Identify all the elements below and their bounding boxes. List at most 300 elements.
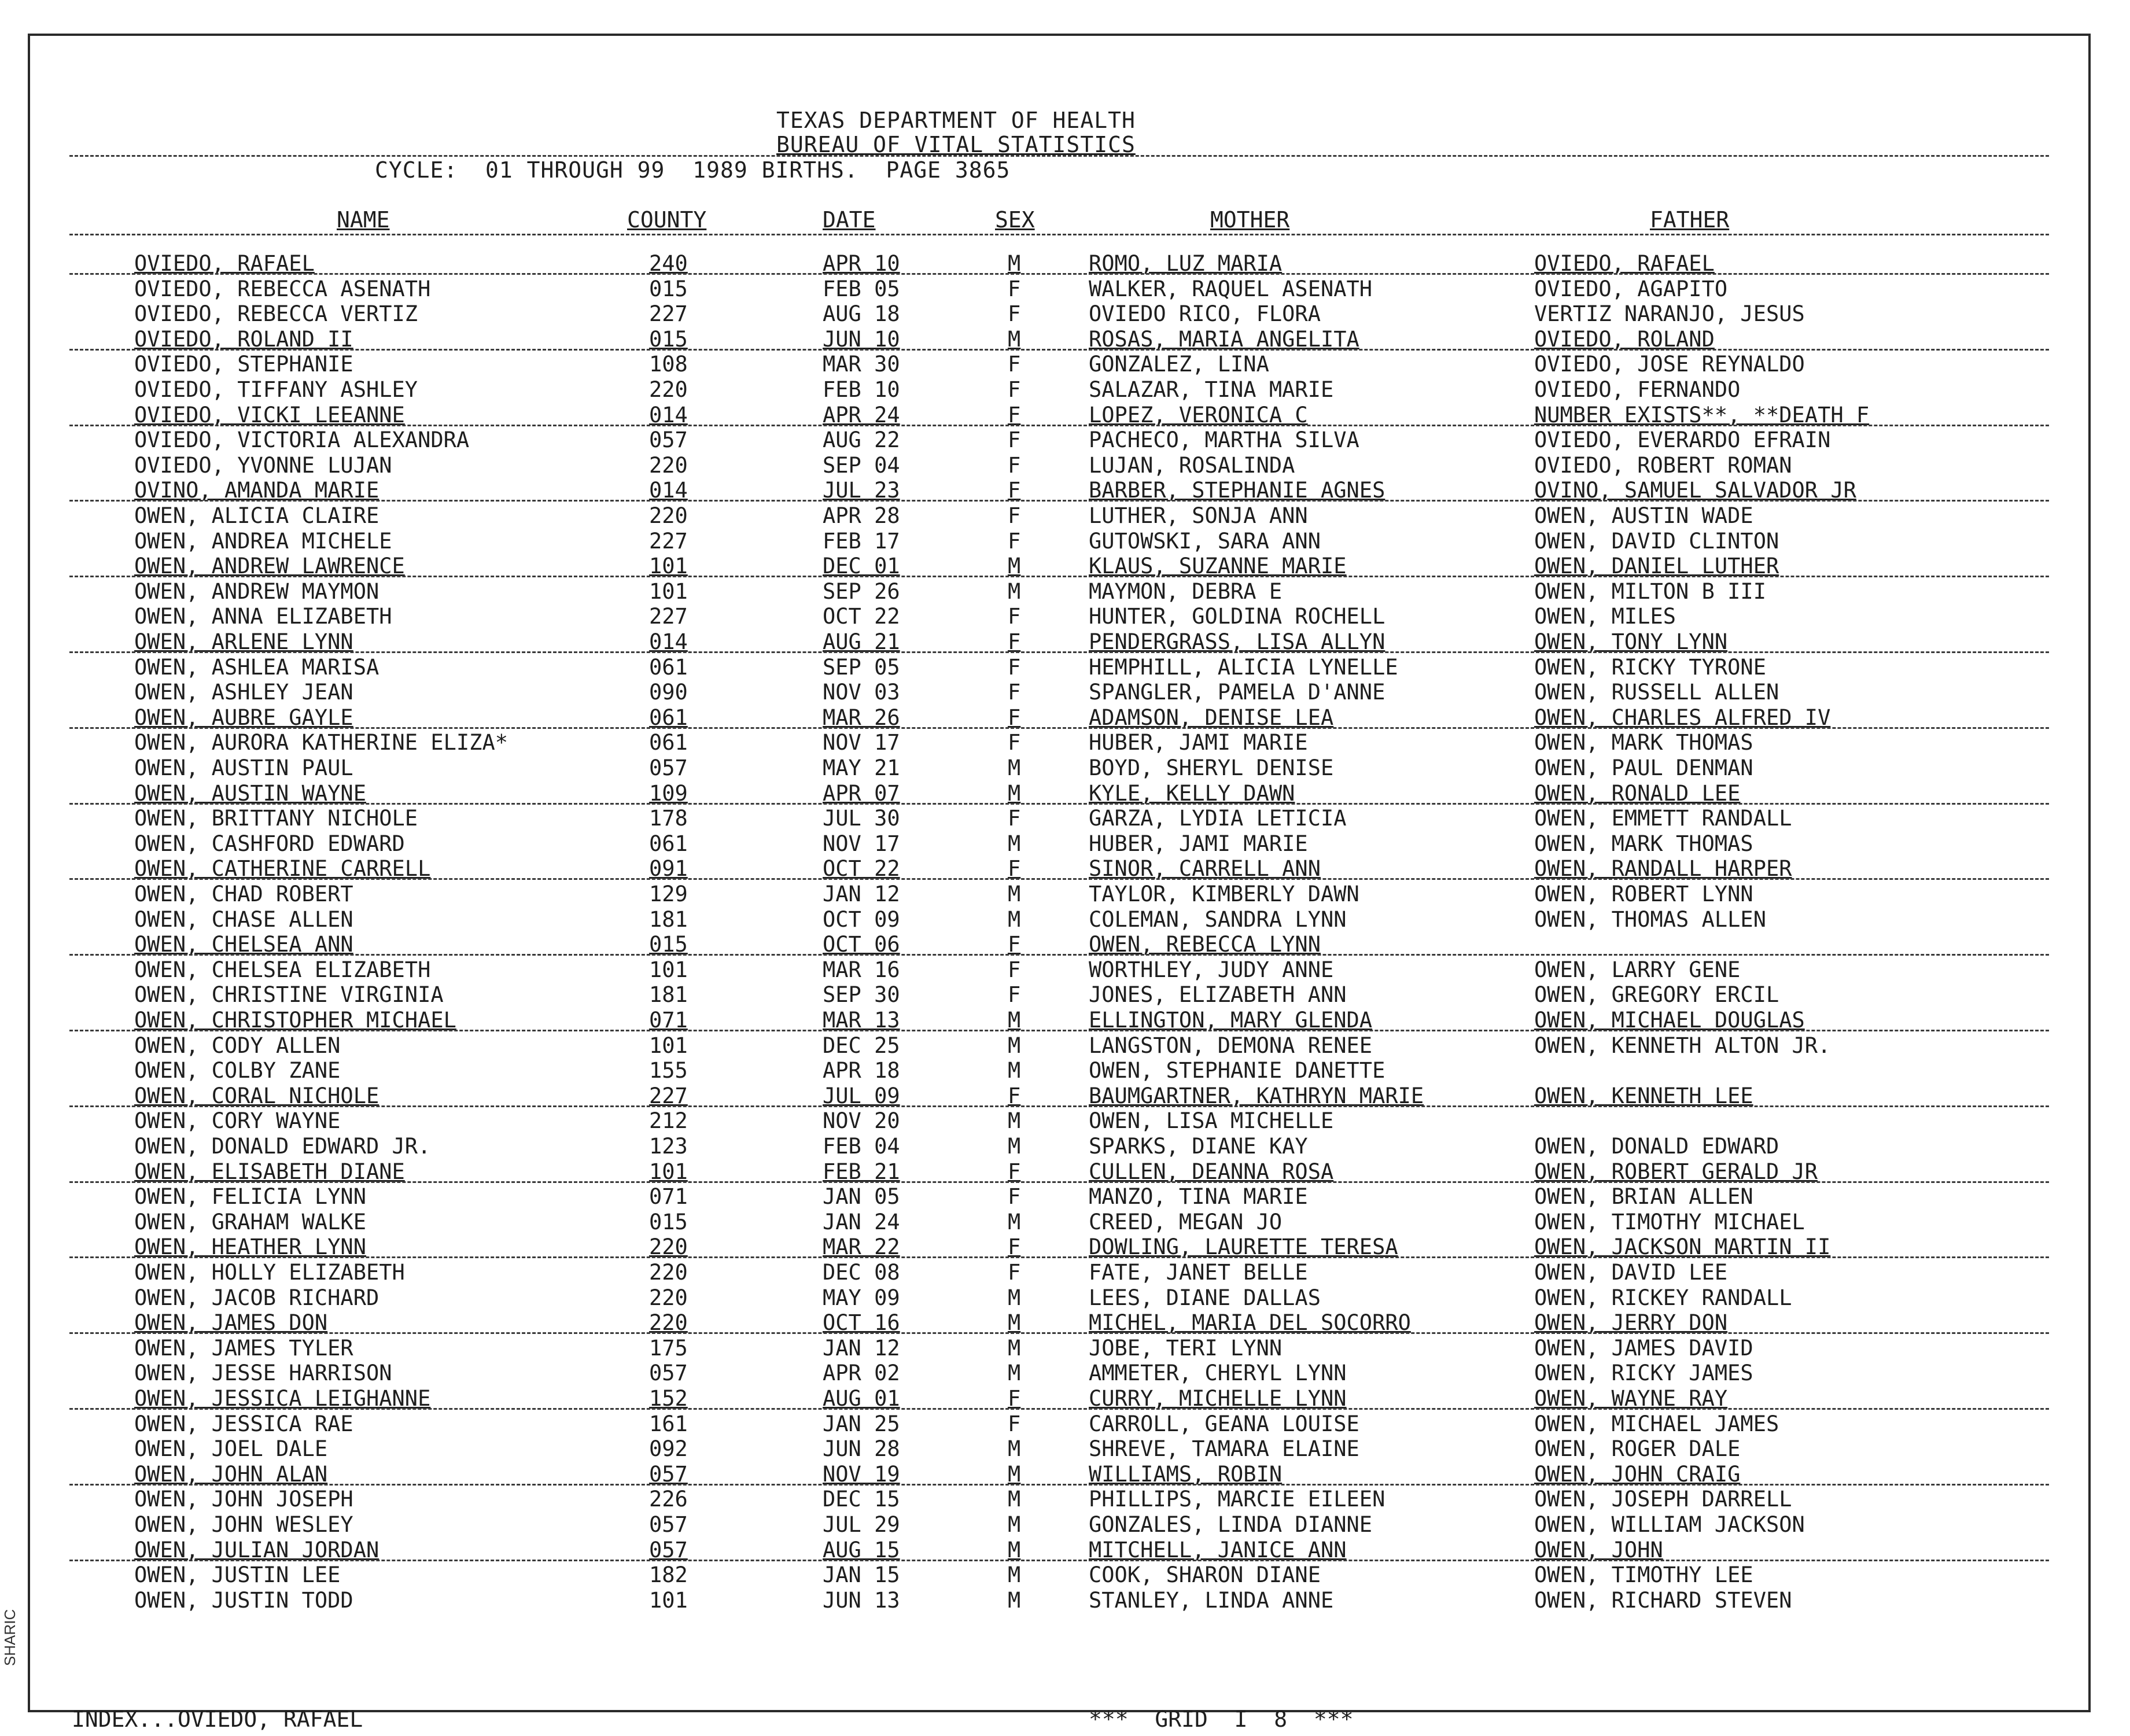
cell-father: OWEN, MARK THOMAS	[1534, 831, 1753, 856]
cell-county: 071	[649, 1008, 688, 1033]
cell-father: OWEN, MILES	[1534, 604, 1676, 629]
header-divider	[69, 155, 2049, 157]
cell-father: OWEN, RICKY TYRONE	[1534, 654, 1766, 680]
cell-date: MAR 13	[823, 1008, 900, 1033]
cell-date: SEP 26	[823, 578, 900, 604]
cell-county: 015	[649, 932, 688, 957]
cell-father: OWEN, RICHARD STEVEN	[1534, 1587, 1792, 1613]
cell-name: OWEN, CHRISTOPHER MICHAEL	[134, 1008, 456, 1033]
bureau-title: BUREAU OF VITAL STATISTICS	[776, 132, 1136, 157]
cell-sex: F	[1008, 528, 1021, 554]
cell-mother: PENDERGRASS, LISA ALLYN	[1089, 629, 1385, 654]
cell-name: OVIEDO, TIFFANY ASHLEY	[134, 377, 418, 402]
cell-father: OWEN, GREGORY ERCIL	[1534, 982, 1779, 1008]
cell-father: OVIEDO, AGAPITO	[1534, 276, 1728, 301]
cell-father: OWEN, ROBERT LYNN	[1534, 882, 1753, 906]
cell-mother: COLEMAN, SANDRA LYNN	[1089, 906, 1347, 932]
row-divider	[69, 1408, 2049, 1410]
cell-mother: BARBER, STEPHANIE AGNES	[1089, 478, 1385, 503]
table-row	[30, 1260, 2088, 1285]
table-row	[30, 377, 2088, 403]
cell-county: 090	[649, 680, 688, 705]
cell-father: OWEN, JOHN	[1534, 1537, 1663, 1562]
table-row	[30, 301, 2088, 327]
cell-name: OWEN, GRAHAM WALKE	[134, 1209, 366, 1234]
cell-sex: M	[1008, 1058, 1021, 1083]
cell-sex: M	[1008, 1587, 1021, 1613]
cell-sex: F	[1008, 377, 1021, 402]
cell-name: OWEN, JOHN ALAN	[134, 1461, 328, 1487]
cell-mother: OWEN, STEPHANIE DANETTE	[1089, 1058, 1385, 1083]
cell-date: DEC 15	[823, 1487, 900, 1512]
cell-date: NOV 03	[823, 680, 900, 705]
row-divider	[69, 1560, 2049, 1561]
cell-county: 220	[649, 1310, 688, 1336]
cell-mother: WILLIAMS, ROBIN	[1089, 1461, 1283, 1487]
cell-sex: F	[1008, 1411, 1021, 1436]
cell-name: OVIEDO, REBECCA ASENATH	[134, 276, 431, 301]
cell-father: OWEN, RICKY JAMES	[1534, 1361, 1753, 1386]
cell-county: 108	[649, 352, 688, 377]
cell-county: 101	[649, 957, 688, 982]
table-row	[30, 1562, 2088, 1588]
table-row	[30, 529, 2088, 554]
cell-mother: CREED, MEGAN JO	[1089, 1209, 1283, 1234]
cell-mother: ADAMSON, DENISE LEA	[1089, 705, 1334, 730]
cell-father: OWEN, DANIEL LUTHER	[1534, 554, 1779, 579]
cell-name: OWEN, AUSTIN WAYNE	[134, 780, 366, 806]
cell-mother: LEES, DIANE DALLAS	[1089, 1285, 1321, 1310]
cell-sex: M	[1008, 1285, 1021, 1310]
cell-sex: F	[1008, 982, 1021, 1008]
cell-county: 220	[649, 377, 688, 402]
cell-sex: F	[1008, 427, 1021, 453]
cell-county: 101	[649, 1159, 688, 1184]
cell-county: 014	[649, 402, 688, 427]
cell-father: OVIEDO, EVERARDO EFRAIN	[1534, 427, 1831, 453]
cell-mother: KLAUS, SUZANNE MARIE	[1089, 554, 1347, 579]
cell-county: 129	[649, 882, 688, 906]
cell-mother: SPARKS, DIANE KAY	[1089, 1134, 1308, 1159]
cell-father: OWEN, EMMETT RANDALL	[1534, 806, 1792, 831]
cell-father: OWEN, DAVID LEE	[1534, 1260, 1728, 1285]
cell-sex: M	[1008, 1209, 1021, 1234]
cell-name: OWEN, AUSTIN PAUL	[134, 755, 353, 780]
cell-county: 182	[649, 1562, 688, 1588]
row-divider	[69, 500, 2049, 502]
column-header-mother: MOTHER	[1210, 207, 1290, 233]
cell-sex: F	[1008, 654, 1021, 680]
cell-father: OWEN, WAYNE RAY	[1534, 1386, 1728, 1411]
cell-mother: MICHEL, MARIA DEL SOCORRO	[1089, 1310, 1411, 1336]
cell-name: OWEN, AUBRE GAYLE	[134, 705, 353, 730]
grid-footer: *** GRID I 8 ***	[1089, 1706, 1354, 1732]
cell-name: OWEN, CHRISTINE VIRGINIA	[134, 982, 444, 1008]
cell-name: OWEN, ANDREW LAWRENCE	[134, 554, 405, 579]
cell-name: OWEN, HOLLY ELIZABETH	[134, 1260, 405, 1285]
cell-name: OWEN, CATHERINE CARRELL	[134, 856, 431, 882]
cell-sex: M	[1008, 1562, 1021, 1588]
row-divider	[69, 425, 2049, 426]
cell-mother: GARZA, LYDIA LETICIA	[1089, 806, 1347, 831]
cell-father: OWEN, DONALD EDWARD	[1534, 1134, 1779, 1159]
cell-county: 227	[649, 604, 688, 629]
cell-county: 227	[649, 528, 688, 554]
cell-sex: F	[1008, 503, 1021, 528]
column-header-father: FATHER	[1650, 207, 1730, 233]
cell-sex: M	[1008, 578, 1021, 604]
cell-father: OWEN, RICKEY RANDALL	[1534, 1285, 1792, 1310]
cell-mother: LUTHER, SONJA ANN	[1089, 503, 1308, 528]
cell-mother: OWEN, LISA MICHELLE	[1089, 1108, 1334, 1134]
cell-father: OVIEDO, ROBERT ROMAN	[1534, 452, 1792, 478]
cell-mother: BOYD, SHERYL DENISE	[1089, 755, 1334, 780]
cell-county: 101	[649, 1033, 688, 1058]
row-divider	[69, 1484, 2049, 1486]
cell-mother: COOK, SHARON DIANE	[1089, 1562, 1321, 1588]
cell-sex: M	[1008, 1487, 1021, 1512]
cell-date: DEC 08	[823, 1260, 900, 1285]
column-header-sex: SEX	[995, 207, 1035, 233]
cell-sex: F	[1008, 932, 1021, 957]
cell-mother: CARROLL, GEANA LOUISE	[1089, 1411, 1359, 1436]
cell-county: 014	[649, 478, 688, 503]
cell-sex: F	[1008, 1159, 1021, 1184]
cell-father: OWEN, RUSSELL ALLEN	[1534, 680, 1779, 705]
cell-county: 155	[649, 1058, 688, 1083]
cell-county: 101	[649, 554, 688, 579]
table-row	[30, 831, 2088, 857]
cell-sex: F	[1008, 1234, 1021, 1260]
cell-date: MAY 21	[823, 755, 900, 780]
cell-father: OWEN, JOSEPH DARRELL	[1534, 1487, 1792, 1512]
cell-sex: M	[1008, 882, 1021, 906]
cell-date: AUG 15	[823, 1537, 900, 1562]
cell-date: JAN 12	[823, 1335, 900, 1361]
cell-sex: F	[1008, 352, 1021, 377]
cell-father: OWEN, TIMOTHY LEE	[1534, 1562, 1753, 1588]
cycle-line: CYCLE: 01 THROUGH 99 1989 BIRTHS. PAGE 3865	[375, 157, 1011, 183]
cell-sex: F	[1008, 452, 1021, 478]
cell-mother: PHILLIPS, MARCIE EILEEN	[1089, 1487, 1385, 1512]
cell-mother: SALAZAR, TINA MARIE	[1089, 377, 1334, 402]
cell-sex: M	[1008, 1537, 1021, 1562]
cell-father: OWEN, MICHAEL JAMES	[1534, 1411, 1779, 1436]
cell-father: OWEN, JOHN CRAIG	[1534, 1461, 1741, 1487]
cell-county: 152	[649, 1386, 688, 1411]
column-header-county: COUNTY	[627, 207, 707, 233]
cell-date: FEB 10	[823, 377, 900, 402]
cell-date: JUL 09	[823, 1083, 900, 1108]
cell-name: OWEN, JUSTIN LEE	[134, 1562, 341, 1588]
cell-father: OWEN, AUSTIN WADE	[1534, 503, 1753, 528]
table-row	[30, 1436, 2088, 1462]
cell-county: 057	[649, 1361, 688, 1386]
cell-name: OWEN, FELICIA LYNN	[134, 1184, 366, 1210]
cell-sex: F	[1008, 806, 1021, 831]
table-row	[30, 1487, 2088, 1512]
cell-date: AUG 18	[823, 301, 900, 327]
cell-name: OWEN, JULIAN JORDAN	[134, 1537, 379, 1562]
cell-date: APR 10	[823, 251, 900, 276]
table-row	[30, 1411, 2088, 1437]
cell-date: MAR 26	[823, 705, 900, 730]
cell-sex: M	[1008, 906, 1021, 932]
table-row	[30, 277, 2088, 302]
row-divider	[69, 1181, 2049, 1183]
cell-date: MAY 09	[823, 1285, 900, 1310]
row-divider	[69, 576, 2049, 577]
cell-county: 057	[649, 1537, 688, 1562]
cell-county: 220	[649, 1285, 688, 1310]
cell-date: OCT 09	[823, 906, 900, 932]
cell-date: JAN 24	[823, 1209, 900, 1234]
table-row	[30, 453, 2088, 478]
cell-name: OVIEDO, REBECCA VERTIZ	[134, 301, 418, 327]
cell-mother: MITCHELL, JANICE ANN	[1089, 1537, 1347, 1562]
cell-name: OWEN, JOHN WESLEY	[134, 1512, 353, 1537]
cell-name: OWEN, JOEL DALE	[134, 1436, 328, 1462]
table-row	[30, 1361, 2088, 1386]
registry-page	[28, 34, 2091, 1732]
cell-date: JUN 28	[823, 1436, 900, 1462]
cell-mother: BAUMGARTNER, KATHRYN MARIE	[1089, 1083, 1424, 1108]
cell-mother: SINOR, CARRELL ANN	[1089, 856, 1321, 882]
side-stamp: SHARIC	[1, 1609, 19, 1666]
table-row	[30, 1108, 2088, 1134]
cell-father: OVINO, SAMUEL SALVADOR JR	[1534, 478, 1856, 503]
cell-name: OWEN, CHASE ALLEN	[134, 906, 353, 932]
cell-sex: F	[1008, 730, 1021, 755]
cell-father: OWEN, CHARLES ALFRED IV	[1534, 705, 1831, 730]
cell-father: OWEN, THOMAS ALLEN	[1534, 906, 1766, 932]
cell-date: AUG 21	[823, 629, 900, 654]
cell-date: JAN 05	[823, 1184, 900, 1210]
cell-name: OWEN, ANDREA MICHELE	[134, 528, 392, 554]
cell-name: OWEN, ELISABETH DIANE	[134, 1159, 405, 1184]
cell-mother: LOPEZ, VERONICA C	[1089, 402, 1308, 427]
cell-county: 071	[649, 1184, 688, 1210]
cell-name: OWEN, ARLENE LYNN	[134, 629, 353, 654]
cell-mother: AMMETER, CHERYL LYNN	[1089, 1361, 1347, 1386]
cell-county: 057	[649, 1512, 688, 1537]
row-divider	[69, 273, 2049, 275]
cell-name: OVIEDO, RAFAEL	[134, 251, 315, 276]
cell-mother: MAYMON, DEBRA E	[1089, 578, 1283, 604]
cell-county: 109	[649, 780, 688, 806]
cell-county: 057	[649, 427, 688, 453]
cell-father: OWEN, JERRY DON	[1534, 1310, 1728, 1336]
row-divider	[69, 349, 2049, 351]
cell-county: 101	[649, 578, 688, 604]
table-row	[30, 1058, 2088, 1083]
cell-father: OWEN, JACKSON MARTIN II	[1534, 1234, 1831, 1260]
cell-sex: F	[1008, 680, 1021, 705]
table-row	[30, 755, 2088, 781]
cell-mother: JONES, ELIZABETH ANN	[1089, 982, 1347, 1008]
cell-name: OWEN, ALICIA CLAIRE	[134, 503, 379, 528]
cell-name: OVIEDO, YVONNE LUJAN	[134, 452, 392, 478]
cell-sex: M	[1008, 326, 1021, 352]
cell-date: NOV 20	[823, 1108, 900, 1134]
cell-mother: LANGSTON, DEMONA RENEE	[1089, 1033, 1373, 1058]
cell-county: 061	[649, 730, 688, 755]
cell-sex: M	[1008, 1335, 1021, 1361]
table-row	[30, 579, 2088, 605]
cell-name: OWEN, JOHN JOSEPH	[134, 1487, 353, 1512]
cell-mother: OVIEDO RICO, FLORA	[1089, 301, 1321, 327]
cell-date: OCT 06	[823, 932, 900, 957]
cell-county: 227	[649, 301, 688, 327]
cell-father: OWEN, DAVID CLINTON	[1534, 528, 1779, 554]
table-row	[30, 1134, 2088, 1159]
cell-county: 227	[649, 1083, 688, 1108]
cell-county: 240	[649, 251, 688, 276]
cell-sex: M	[1008, 1310, 1021, 1336]
table-row	[30, 907, 2088, 932]
cell-mother: JOBE, TERI LYNN	[1089, 1335, 1283, 1361]
cell-date: APR 18	[823, 1058, 900, 1083]
cell-sex: M	[1008, 780, 1021, 806]
cell-sex: F	[1008, 856, 1021, 882]
table-row	[30, 1588, 2088, 1613]
row-divider	[69, 651, 2049, 653]
cell-county: 057	[649, 755, 688, 780]
cell-date: AUG 01	[823, 1386, 900, 1411]
cell-sex: F	[1008, 402, 1021, 427]
cell-father: OWEN, RONALD LEE	[1534, 780, 1741, 806]
cell-date: OCT 16	[823, 1310, 900, 1336]
cell-sex: F	[1008, 604, 1021, 629]
cell-county: 057	[649, 1461, 688, 1487]
cell-mother: MANZO, TINA MARIE	[1089, 1184, 1308, 1210]
cell-mother: SHREVE, TAMARA ELAINE	[1089, 1436, 1359, 1462]
cell-date: SEP 05	[823, 654, 900, 680]
cell-mother: TAYLOR, KIMBERLY DAWN	[1089, 882, 1359, 906]
cell-date: NOV 17	[823, 831, 900, 856]
cell-sex: F	[1008, 705, 1021, 730]
cell-county: 101	[649, 1587, 688, 1613]
cell-mother: ROSAS, MARIA ANGELITA	[1089, 326, 1359, 352]
cell-county: 220	[649, 1260, 688, 1285]
cell-mother: CURRY, MICHELLE LYNN	[1089, 1386, 1347, 1411]
cell-sex: M	[1008, 1008, 1021, 1033]
cell-name: OWEN, CORAL NICHOLE	[134, 1083, 379, 1108]
cell-father: OVIEDO, JOSE REYNALDO	[1534, 352, 1805, 377]
department-title: TEXAS DEPARTMENT OF HEALTH	[776, 108, 1136, 133]
table-row	[30, 1184, 2088, 1210]
cell-county: 161	[649, 1411, 688, 1436]
table-row	[30, 882, 2088, 907]
table-row	[30, 1512, 2088, 1538]
cell-sex: F	[1008, 301, 1021, 327]
cell-county: 212	[649, 1108, 688, 1134]
cell-father: NUMBER EXISTS**, **DEATH F	[1534, 402, 1870, 427]
cell-mother: GONZALEZ, LINA	[1089, 352, 1269, 377]
cell-sex: F	[1008, 1184, 1021, 1210]
cell-date: FEB 17	[823, 528, 900, 554]
cell-county: 015	[649, 326, 688, 352]
cell-date: JUN 10	[823, 326, 900, 352]
row-divider	[69, 1030, 2049, 1031]
cell-name: OWEN, ANNA ELIZABETH	[134, 604, 392, 629]
cell-date: APR 07	[823, 780, 900, 806]
cell-name: OWEN, ANDREW MAYMON	[134, 578, 379, 604]
cell-name: OWEN, ASHLEY JEAN	[134, 680, 353, 705]
cell-county: 220	[649, 452, 688, 478]
cell-name: OVIEDO, VICTORIA ALEXANDRA	[134, 427, 470, 453]
cell-date: JUL 30	[823, 806, 900, 831]
cell-name: OWEN, CASHFORD EDWARD	[134, 831, 405, 856]
cell-county: 220	[649, 1234, 688, 1260]
cell-county: 178	[649, 806, 688, 831]
table-row	[30, 1285, 2088, 1311]
cell-name: OWEN, CHELSEA ANN	[134, 932, 353, 957]
cell-name: OWEN, JESSICA RAE	[134, 1411, 353, 1436]
cell-name: OWEN, BRITTANY NICHOLE	[134, 806, 418, 831]
row-divider	[69, 727, 2049, 729]
cell-mother: SPANGLER, PAMELA D'ANNE	[1089, 680, 1385, 705]
row-divider	[69, 803, 2049, 805]
cell-name: OWEN, JAMES TYLER	[134, 1335, 353, 1361]
cell-name: OWEN, JUSTIN TODD	[134, 1587, 353, 1613]
cell-name: OWEN, COLBY ZANE	[134, 1058, 341, 1083]
cell-name: OVIEDO, ROLAND II	[134, 326, 353, 352]
cell-mother: ELLINGTON, MARY GLENDA	[1089, 1008, 1373, 1033]
column-header-date: DATE	[823, 207, 876, 233]
cell-father: OWEN, WILLIAM JACKSON	[1534, 1512, 1805, 1537]
cell-county: 091	[649, 856, 688, 882]
cell-name: OWEN, CHAD ROBERT	[134, 882, 353, 906]
cell-name: OWEN, ASHLEA MARISA	[134, 654, 379, 680]
cell-date: OCT 22	[823, 856, 900, 882]
row-divider	[69, 954, 2049, 956]
cell-mother: OWEN, REBECCA LYNN	[1089, 932, 1321, 957]
cell-name: OWEN, CODY ALLEN	[134, 1033, 341, 1058]
cell-name: OWEN, JAMES DON	[134, 1310, 328, 1336]
cell-sex: F	[1008, 629, 1021, 654]
cell-date: JUL 23	[823, 478, 900, 503]
cell-mother: ROMO, LUZ MARIA	[1089, 251, 1283, 276]
cell-date: JAN 12	[823, 882, 900, 906]
cell-mother: GONZALES, LINDA DIANNE	[1089, 1512, 1373, 1537]
cell-sex: M	[1008, 1512, 1021, 1537]
cell-mother: KYLE, KELLY DAWN	[1089, 780, 1295, 806]
table-row	[30, 957, 2088, 983]
cell-sex: M	[1008, 554, 1021, 579]
cell-sex: M	[1008, 1033, 1021, 1058]
cell-date: APR 24	[823, 402, 900, 427]
cell-sex: M	[1008, 251, 1021, 276]
cell-name: OWEN, HEATHER LYNN	[134, 1234, 366, 1260]
cell-date: APR 02	[823, 1361, 900, 1386]
cell-sex: M	[1008, 1436, 1021, 1462]
cell-mother: PACHECO, MARTHA SILVA	[1089, 427, 1359, 453]
cell-name: OWEN, JESSE HARRISON	[134, 1361, 392, 1386]
row-divider	[69, 1105, 2049, 1107]
cell-date: JUN 13	[823, 1587, 900, 1613]
cell-sex: F	[1008, 1083, 1021, 1108]
cell-name: OWEN, AURORA KATHERINE ELIZA*	[134, 730, 508, 755]
cell-sex: F	[1008, 957, 1021, 982]
cell-mother: HUNTER, GOLDINA ROCHELL	[1089, 604, 1385, 629]
cell-date: DEC 01	[823, 554, 900, 579]
cell-date: MAR 16	[823, 957, 900, 982]
table-row	[30, 427, 2088, 453]
table-row	[30, 1033, 2088, 1059]
cell-father: OWEN, MILTON B III	[1534, 578, 1766, 604]
table-row	[30, 730, 2088, 755]
